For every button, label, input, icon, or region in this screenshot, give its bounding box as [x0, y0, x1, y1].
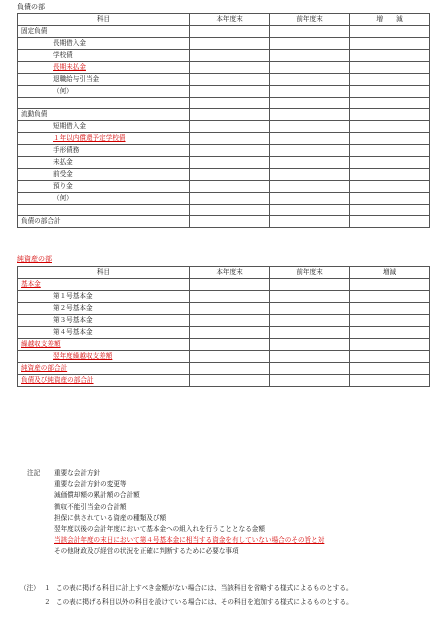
- footnote-number: １: [44, 584, 51, 592]
- row-label: 第１号基本金: [18, 291, 190, 303]
- table-row: [18, 169, 430, 181]
- row-label: （何）: [18, 193, 190, 205]
- header-current-year: 本年度末: [190, 14, 270, 26]
- note-item: 減価償却額の累計額の合計額: [54, 491, 140, 500]
- row-label: 第２号基本金: [18, 303, 190, 315]
- note-item-revised: 当該会計年度の末日において第４号基本金に相当する資金を有していない場合のその旨と対: [54, 536, 325, 545]
- note-item: その他財政及び経営の状況を正確に判断するために必要な事項: [54, 547, 239, 556]
- table-row: [18, 86, 430, 98]
- row-label-revised: １年以内償還予定学校債: [18, 133, 190, 145]
- notes-lead: 注記: [27, 469, 41, 477]
- row-label: 手形債務: [18, 145, 190, 157]
- table-header-row: [18, 267, 430, 279]
- header-subject: 科目: [18, 267, 190, 279]
- footnote-text: この表に掲げる科目に計上すべき金額がない場合には、当該科目を省略する様式によるものとする。: [56, 584, 353, 592]
- table-row: [18, 157, 430, 169]
- table-row: [18, 291, 430, 303]
- row-label: 短期借入金: [18, 121, 190, 133]
- notes-block: [27, 468, 427, 558]
- table-row: [18, 26, 430, 38]
- footnote-text: この表に掲げる科目以外の科目を設けている場合には、その科目を追加する様式によるものとする。: [56, 598, 353, 606]
- table-row: [18, 303, 430, 315]
- table-row: [18, 339, 430, 351]
- table-row: [18, 74, 430, 86]
- row-label: 預り金: [18, 181, 190, 193]
- table-row: [18, 193, 430, 205]
- header-subject: 科目: [18, 14, 190, 26]
- grand-total-label: 負債及び純資産の部合計: [18, 375, 190, 387]
- table-row: [18, 315, 430, 327]
- row-label: 前受金: [18, 169, 190, 181]
- header-previous-year: 前年度末: [270, 14, 350, 26]
- net-assets-table: [17, 266, 430, 387]
- table-row: [18, 98, 430, 109]
- next-year-carryover-label: 翌年度繰越収支差額: [18, 351, 190, 363]
- row-label: 未払金: [18, 157, 190, 169]
- note-item: 重要な会計方針の変更等: [54, 480, 127, 489]
- table-row: [18, 50, 430, 62]
- current-liabilities-title: 流動負債: [18, 109, 190, 121]
- header-current-year: 本年度末: [190, 267, 270, 279]
- basic-fund-title: 基本金: [18, 279, 190, 291]
- table-row: [18, 279, 430, 291]
- footnote-item: [20, 583, 425, 594]
- row-label: 学校債: [18, 50, 190, 62]
- fixed-liabilities-title: 固定負債: [18, 26, 190, 38]
- table-row: [18, 133, 430, 145]
- liabilities-section-title: 負債の部: [17, 3, 45, 11]
- table-row: [18, 145, 430, 157]
- row-label: （何）: [18, 86, 190, 98]
- table-row: [18, 109, 430, 121]
- table-row: [18, 121, 430, 133]
- table-row: [18, 38, 430, 50]
- header-change: 増 減: [350, 14, 430, 26]
- liabilities-total-label: 負債の部合計: [18, 216, 190, 228]
- note-item: 重要な会計方針: [54, 469, 101, 477]
- liabilities-table: [17, 13, 430, 228]
- note-item: 翌年度以後の会計年度において基本金への組入れを行うこととなる金額: [54, 525, 265, 534]
- table-row: [18, 375, 430, 387]
- table-row: [18, 216, 430, 228]
- header-previous-year: 前年度末: [270, 267, 350, 279]
- net-assets-total-label: 純資産の部合計: [18, 363, 190, 375]
- table-row: [18, 327, 430, 339]
- note-item: 徴収不能引当金の合計額: [54, 502, 127, 511]
- header-change: 増減: [350, 267, 430, 279]
- footnotes-block: [20, 583, 425, 608]
- table-header-row: [18, 14, 430, 26]
- table-row: [18, 205, 430, 216]
- row-label: 退職給与引当金: [18, 74, 190, 86]
- note-item: 担保に供されている資産の種類及び額: [54, 513, 167, 522]
- table-row: [18, 351, 430, 363]
- table-row: [18, 62, 430, 74]
- footnote-mark: （注）: [20, 584, 40, 592]
- carryover-balance-title: 繰越収支差額: [18, 339, 190, 351]
- row-label: 第４号基本金: [18, 327, 190, 339]
- footnote-item: [20, 597, 425, 608]
- footnote-number: ２: [44, 598, 51, 606]
- row-label: 長期借入金: [18, 38, 190, 50]
- row-label: 第３号基本金: [18, 315, 190, 327]
- net-assets-section-title: 純資産の部: [17, 255, 52, 263]
- table-row: [18, 181, 430, 193]
- row-label-revised: 長期未払金: [18, 62, 190, 74]
- table-row: [18, 363, 430, 375]
